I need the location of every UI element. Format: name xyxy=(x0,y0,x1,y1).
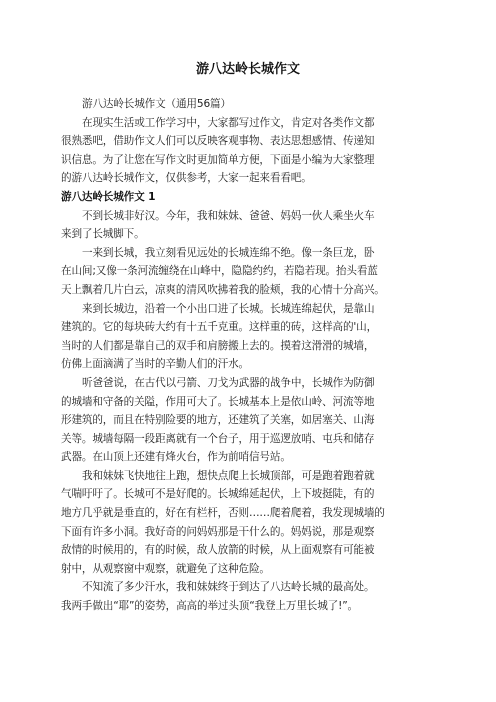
paragraph xyxy=(61,300,439,374)
paragraph-line: 敌情的时候用的，有的时候，敌人放箭的时候，从上面观察有可能被 xyxy=(61,544,375,557)
paragraph-line: 气喘吁吁了。长城可不是好爬的。长城绵延起伏，上下坡挺陡，有的 xyxy=(61,488,375,501)
paragraph-line: 的游八达岭长城作文，仅供参考，大家一起来看看吧。 xyxy=(61,172,312,185)
paragraph-line: 下面有许多小洞。我好奇的问妈妈那是干什么的。妈妈说，那是观察 xyxy=(61,525,375,538)
paragraph xyxy=(61,207,439,244)
paragraph-line: 天上飘着几片白云，凉爽的清风吹拂着我的脸颊，我的心情十分高兴。 xyxy=(61,283,385,296)
paragraph-line: 当时的人们都是靠自己的双手和肩膀搬上去的。摸着这滑滑的城墙， xyxy=(61,339,375,352)
paragraph-line: 在山间;又像一条河流缠绕在山峰中，隐隐约约，若隐若现。抬头看蓝 xyxy=(61,265,378,278)
paragraph-line: 游八达岭长城作文（通用56篇） xyxy=(82,98,231,110)
paragraph-line: 武器。在山顶上还建有烽火台，作为前哨信号站。 xyxy=(61,451,291,464)
paragraph-line: 一来到长城，我立刻看见远处的长城连绵不绝。像一条巨龙，卧 xyxy=(82,246,375,259)
paragraph xyxy=(61,578,439,615)
heading-text: 游八达岭长城作文 1 xyxy=(61,190,156,203)
paragraph-line: 不到长城非好汉。今年，我和妹妹、爸爸、妈妈一伙人乘坐火车 xyxy=(82,209,375,222)
paragraph-line: 形建筑的，而且在特别险要的地方，还建筑了关塞，如居塞关、山海 xyxy=(61,414,375,427)
paragraph-line: 的城墙和守备的关隘，作用可大了。长城基本上是依山岭、河流等地 xyxy=(61,395,375,408)
paragraph-line: 来到了长城脚下。 xyxy=(61,228,145,241)
paragraph-line: 听爸爸说，在古代以弓箭、刀戈为武器的战争中，长城作为防御 xyxy=(82,376,375,389)
section-heading xyxy=(61,188,439,207)
paragraph xyxy=(61,467,439,579)
paragraph xyxy=(61,244,439,300)
paragraph-line: 我两手做出“耶”的姿势，高高的举过头顶“我登上万里长城了!”。 xyxy=(61,600,358,613)
paragraph-line: 建筑的。它的每块砖大约有十五千克重。这样重的砖，这样高的'山， xyxy=(61,321,378,334)
paragraph-line: 在现实生活或工作学习中，大家都写过作文，肯定对各类作文都 xyxy=(82,116,375,129)
paragraph-line: 仿佛上面滴满了当时的辛勤人们的汗水。 xyxy=(61,358,249,371)
paragraph-line: 识信息。为了让您在写作文时更加简单方便，下面是小编为大家整理 xyxy=(61,153,375,166)
paragraph xyxy=(61,114,439,188)
document-title: 游八达岭长城作文 xyxy=(195,62,300,77)
paragraph-line: 很熟悉吧，借助作文人们可以反映客观事物、表达思想感情、传递知 xyxy=(61,135,375,148)
paragraph-line: 射中，从观察窗中观察，就避免了这种危险。 xyxy=(61,562,270,575)
paragraph-line: 关等。城墙每隔一段距离就有一个台子，用于巡逻放哨、屯兵和储存 xyxy=(61,432,375,445)
paragraph-line: 来到长城边，沿着一个小出口进了长城。长城连绵起伏，是靠山 xyxy=(82,302,375,315)
paragraph-line: 不知流了多少汗水，我和妹妹终于到达了八达岭长城的最高处。 xyxy=(82,581,375,594)
paragraph-line: 我和妹妹飞快地往上跑，想快点爬上长城顶部，可是跑着跑着就 xyxy=(82,469,375,482)
paragraph xyxy=(61,95,439,114)
paragraph-line: 地方几乎就是垂直的，好在有栏杆，否则……爬着爬着，我发现城墙的 xyxy=(61,507,385,520)
paragraph xyxy=(61,374,439,467)
document-body xyxy=(61,95,439,616)
